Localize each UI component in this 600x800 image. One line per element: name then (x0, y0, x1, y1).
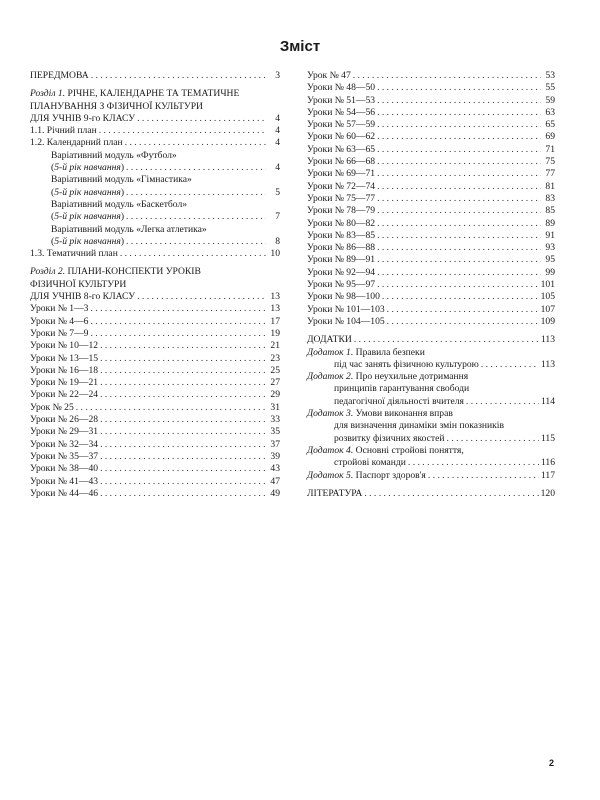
toc-label: Уроки № 48—50 (307, 82, 376, 94)
toc-module-gymnastics[interactable] (30, 174, 280, 186)
toc-section-1-line1[interactable] (30, 88, 280, 100)
toc-entry-lesson[interactable] (307, 291, 555, 303)
leader-dots (447, 433, 539, 445)
toc-page: 75 (545, 156, 555, 168)
toc-entry-lesson[interactable] (307, 107, 555, 119)
leader-dots (76, 402, 266, 414)
toc-label: Варіативний модуль «Футбол» (51, 149, 177, 161)
leader-dots (137, 113, 266, 125)
appendix-title-line: Умови виконання вправ (355, 408, 453, 420)
leader-dots (377, 205, 541, 217)
leader-dots (377, 254, 541, 266)
appendix-title-line: під час занять фізичною культурою (334, 358, 479, 370)
toc-label: Уроки № 51—53 (307, 94, 376, 106)
toc-label: Уроки № 60—62 (307, 131, 376, 143)
toc-label: Варіативний модуль «Гімнастика» (51, 174, 192, 186)
toc-entry-lesson[interactable] (30, 353, 280, 365)
leader-dots (100, 389, 266, 401)
toc-label: Уроки № 104—105 (307, 315, 385, 327)
leader-dots (466, 396, 539, 408)
toc-entry-annual-plan[interactable] (30, 125, 280, 137)
module-year: 5-й рік навчання (54, 235, 121, 247)
toc-label: Уроки № 44—46 (30, 487, 99, 499)
toc-page: 37 (270, 438, 280, 450)
toc-page: 93 (545, 242, 555, 254)
toc-module-basketball-year[interactable]: (5-й рік навчання) . . . 7 (30, 211, 280, 223)
leader-dots (377, 144, 541, 156)
toc-label: Уроки № 29—31 (30, 426, 99, 438)
leader-dots (90, 316, 266, 328)
leader-dots (99, 125, 266, 137)
leader-dots (377, 107, 541, 119)
toc-page: 21 (270, 340, 280, 352)
toc-label: Урок № 25 (30, 401, 74, 413)
section-title-line: РІЧНЕ, КАЛЕНДАРНЕ ТА ТЕМАТИЧНЕ (67, 88, 240, 100)
leader-dots (90, 303, 266, 315)
toc-entry-lesson[interactable] (307, 254, 555, 266)
leader-dots (377, 279, 539, 291)
toc-entry-thematic-plan[interactable] (30, 248, 280, 260)
leader-dots (377, 218, 541, 230)
toc-appendix-4-line2[interactable] (307, 457, 555, 469)
toc-lessons-list-right (307, 70, 555, 328)
toc-page: 4 (275, 112, 280, 124)
section-title-line: ФІЗИЧНОЇ КУЛЬТУРИ (30, 278, 127, 290)
toc-page: 27 (270, 377, 280, 389)
toc-page: 117 (540, 469, 555, 481)
toc-page: 65 (545, 119, 555, 131)
leader-dots (364, 488, 538, 500)
toc-page: 13 (270, 303, 280, 315)
toc-page: 4 (275, 137, 280, 149)
toc-label: Уроки № 1—3 (30, 303, 89, 315)
toc-page: 33 (270, 414, 280, 426)
leader-dots (377, 193, 541, 205)
toc-module-basketball[interactable] (30, 199, 280, 211)
leader-dots (481, 359, 539, 371)
toc-label: Уроки № 80—82 (307, 217, 376, 229)
leader-dots (100, 426, 266, 438)
toc-page: 13 (270, 291, 280, 303)
leader-dots (100, 488, 266, 500)
toc-appendix-2-line2 (307, 383, 555, 395)
leader-dots (126, 187, 266, 199)
toc-page: 55 (545, 82, 555, 94)
toc-label: Уроки № 78—79 (307, 205, 376, 217)
toc-page: 29 (270, 389, 280, 401)
toc-label: Уроки № 41—43 (30, 475, 99, 487)
toc-page: 71 (545, 143, 555, 155)
appendix-title-line: стройові команди (334, 457, 406, 469)
toc-section-2-line2 (30, 279, 280, 291)
leader-dots (387, 304, 539, 316)
toc-entry-lesson[interactable] (307, 242, 555, 254)
toc-entry-lesson[interactable] (307, 218, 555, 230)
leader-dots (354, 334, 539, 346)
leader-dots (377, 119, 541, 131)
leader-dots (90, 328, 266, 340)
toc-page: 10 (270, 248, 280, 260)
toc-entry-lesson[interactable] (307, 144, 555, 156)
toc-label: Уроки № 16—18 (30, 364, 99, 376)
toc-page: 4 (275, 125, 280, 137)
toc-page: 114 (540, 395, 555, 407)
appendix-title-line: розвитку фізичних якостей (334, 432, 445, 444)
toc-page: 113 (540, 358, 555, 370)
toc-label: Уроки № 19—21 (30, 377, 99, 389)
leader-dots (126, 162, 266, 174)
toc-page: 120 (540, 487, 555, 499)
toc-entry-lesson[interactable] (30, 463, 280, 475)
leader-dots (377, 267, 541, 279)
section-prefix: Розділ 1. (30, 88, 66, 100)
toc-label: Уроки № 26—28 (30, 414, 99, 426)
leader-dots (377, 230, 541, 242)
toc-page: 83 (545, 192, 555, 204)
toc-label: Уроки № 86—88 (307, 242, 376, 254)
toc-entry-lesson[interactable] (307, 304, 555, 316)
toc-page: 35 (270, 426, 280, 438)
toc-module-athletics-year[interactable]: (5-й рік навчання) . . . 8 (30, 236, 280, 248)
leader-dots (377, 156, 541, 168)
toc-appendix-2-line3[interactable] (307, 396, 555, 408)
toc-label: ЛІТЕРАТУРА (307, 487, 363, 499)
section-title-line: ДЛЯ УЧНІВ 8-го КЛАСУ (30, 291, 136, 303)
toc-label: Уроки № 35—37 (30, 450, 99, 462)
toc-page: 49 (270, 487, 280, 499)
leader-dots (353, 70, 541, 82)
toc-appendix-4-line1[interactable] (307, 445, 555, 457)
toc-entry-lesson[interactable] (30, 402, 280, 414)
toc-label: Уроки № 72—74 (307, 180, 376, 192)
toc-entry-lesson[interactable] (30, 365, 280, 377)
toc-module-football[interactable] (30, 150, 280, 162)
toc-entry-lesson[interactable] (307, 82, 555, 94)
toc-page: 31 (270, 401, 280, 413)
page-number: 2 (549, 758, 555, 768)
module-year: 5-й рік навчання (54, 162, 121, 174)
toc-label: Уроки № 69—71 (307, 168, 376, 180)
toc-entry-literature[interactable] (307, 488, 555, 500)
toc-appendix-1-line1[interactable] (307, 347, 555, 359)
toc-entry-preface[interactable] (30, 70, 280, 82)
toc-label: Варіативний модуль «Легка атлетика» (51, 223, 207, 235)
module-year: 5-й рік навчання (54, 186, 121, 198)
toc-label: Уроки № 7—9 (30, 327, 89, 339)
toc-entry-lesson[interactable] (307, 279, 555, 291)
toc-page: 23 (270, 352, 280, 364)
toc-left-column (30, 70, 280, 500)
toc-label: Уроки № 54—56 (307, 106, 376, 118)
leader-dots (377, 242, 541, 254)
toc-page: 69 (545, 131, 555, 143)
toc-entry-lesson[interactable] (30, 328, 280, 340)
leader-dots (137, 291, 266, 303)
toc-entry-lesson[interactable] (30, 316, 280, 328)
leader-dots (382, 291, 539, 303)
appendix-title-line: для визначення динаміки змін показників (334, 420, 504, 432)
toc-page: 43 (270, 463, 280, 475)
toc-label: Уроки № 89—91 (307, 254, 376, 266)
appendix-title-line: Паспорт здоров'я (355, 469, 426, 481)
toc-page: 116 (540, 457, 555, 469)
toc-label: Уроки № 22—24 (30, 389, 99, 401)
toc-page: 39 (270, 450, 280, 462)
leader-dots (428, 470, 539, 482)
toc-entry-lesson[interactable] (30, 488, 280, 500)
toc-entry-lesson[interactable] (30, 340, 280, 352)
toc-label: Уроки № 75—77 (307, 192, 376, 204)
section-prefix: Розділ 2. (30, 266, 66, 278)
toc-page: 7 (275, 211, 280, 223)
toc-entry-lesson[interactable] (30, 439, 280, 451)
toc-label: Уроки № 66—68 (307, 156, 376, 168)
toc-appendix-1-line2[interactable] (307, 359, 555, 371)
toc-label: Урок № 47 (307, 70, 351, 81)
leader-dots (126, 211, 266, 223)
toc-page: 81 (545, 180, 555, 192)
toc-entry-lesson[interactable] (30, 389, 280, 401)
toc-label: Уроки № 83—85 (307, 229, 376, 241)
toc-label: Уроки № 95—97 (307, 279, 376, 291)
toc-label: 1.2. Календарний план (30, 137, 123, 149)
toc-page: 95 (545, 254, 555, 266)
toc-entry-lesson[interactable] (30, 303, 280, 315)
appendix-title-line: Правила безпеки (355, 346, 425, 358)
toc-page: 19 (270, 327, 280, 339)
toc-label: Уроки № 92—94 (307, 266, 376, 278)
toc-entry-lesson[interactable] (307, 267, 555, 279)
toc-entry-lesson[interactable] (307, 131, 555, 143)
toc-section-2-line1[interactable] (30, 266, 280, 278)
toc-page: 107 (540, 303, 555, 315)
toc-page: 85 (545, 205, 555, 217)
toc-label: Уроки № 57—59 (307, 119, 376, 131)
leader-dots (377, 168, 541, 180)
toc-module-athletics[interactable] (30, 224, 280, 236)
toc-page: 89 (545, 217, 555, 229)
leader-dots (100, 353, 266, 365)
toc-page: 77 (545, 168, 555, 180)
section-title-line: ПЛАНУВАННЯ З ФІЗИЧНОЇ КУЛЬТУРИ (30, 100, 203, 112)
toc-lessons-list-left (30, 303, 280, 500)
toc-page: 91 (545, 229, 555, 241)
toc-module-football-year[interactable]: (5-й рік навчання) . . . 4 (30, 162, 280, 174)
toc-module-gymnastics-year[interactable]: (5-й рік навчання) . . . 5 (30, 187, 280, 199)
leader-dots (100, 439, 266, 451)
toc-label: Уроки № 63—65 (307, 143, 376, 155)
toc-appendix-2-line1[interactable] (307, 371, 555, 383)
toc-page: 59 (545, 94, 555, 106)
leader-dots (377, 82, 541, 94)
toc-entry-lesson[interactable] (307, 168, 555, 180)
toc-entry-lesson[interactable] (307, 95, 555, 107)
toc-page: 3 (275, 70, 280, 81)
toc-entry-lesson[interactable] (30, 476, 280, 488)
toc-label: 1.3. Тематичний план (30, 248, 118, 260)
toc-entry-appendices[interactable] (307, 334, 555, 346)
toc-page: 4 (275, 162, 280, 174)
leader-dots (100, 414, 266, 426)
toc-label: ДОДАТКИ (307, 334, 352, 346)
leader-dots (100, 377, 266, 389)
leader-dots (100, 476, 266, 488)
toc-section-1-line3[interactable] (30, 113, 280, 125)
leader-dots (408, 457, 539, 469)
toc-entry-lesson[interactable] (307, 70, 555, 82)
leader-dots (377, 181, 541, 193)
toc-entry-lesson[interactable] (307, 156, 555, 168)
appendix-prefix: Додаток 2. (307, 371, 354, 383)
leader-dots (91, 70, 266, 82)
toc-appendix-5[interactable] (307, 470, 555, 482)
toc-page: 25 (270, 364, 280, 376)
toc-appendix-3-line3[interactable] (307, 433, 555, 445)
toc-entry-lesson[interactable] (307, 205, 555, 217)
appendix-title-line: Про неухильне дотримання (355, 371, 469, 383)
appendix-title-line: принципів гарантування свободи (334, 383, 470, 395)
section-title-line: ПЛАНИ-КОНСПЕКТИ УРОКІВ (67, 266, 201, 278)
toc-entry-lesson[interactable] (30, 426, 280, 438)
toc-entry-lesson[interactable] (30, 377, 280, 389)
toc-page: 109 (540, 315, 555, 327)
toc-entry-lesson[interactable] (307, 316, 555, 328)
toc-label: Уроки № 98—100 (307, 291, 380, 303)
appendix-prefix: Додаток 5. (307, 469, 354, 481)
toc-appendix-3-line2 (307, 420, 555, 432)
page-title: Зміст (279, 38, 321, 55)
toc-label: Уроки № 4—6 (30, 315, 89, 327)
toc-page: 113 (540, 334, 555, 346)
toc-entry-lesson[interactable] (30, 451, 280, 463)
toc-section-2-line3[interactable] (30, 291, 280, 303)
toc-entry-lesson[interactable] (307, 193, 555, 205)
toc-entry-lesson[interactable] (307, 119, 555, 131)
toc-page: 5 (275, 186, 280, 198)
leader-dots (377, 131, 541, 143)
toc-page: 17 (270, 315, 280, 327)
toc-label: Уроки № 101—103 (307, 303, 385, 315)
toc-page: 53 (545, 70, 555, 81)
toc-page: 101 (540, 279, 555, 291)
toc-label: Уроки № 38—40 (30, 463, 99, 475)
leader-dots (125, 137, 266, 149)
toc-right-column (307, 70, 555, 500)
leader-dots (377, 95, 541, 107)
toc-appendix-3-line1[interactable] (307, 408, 555, 420)
toc-section-1-line2 (30, 101, 280, 113)
toc-entry-lesson[interactable] (30, 414, 280, 426)
appendix-prefix: Додаток 4. (307, 444, 354, 456)
toc-label: Уроки № 13—15 (30, 352, 99, 364)
toc-entry-lesson[interactable] (307, 230, 555, 242)
module-year: 5-й рік навчання (54, 211, 121, 223)
leader-dots (100, 463, 266, 475)
section-title-line: ДЛЯ УЧНІВ 9-го КЛАСУ (30, 112, 136, 124)
toc-entry-lesson[interactable] (307, 181, 555, 193)
appendix-title-line: педагогічної діяльності вчителя (334, 395, 464, 407)
appendix-prefix: Додаток 1. (307, 346, 354, 358)
toc-page: 105 (540, 291, 555, 303)
toc-entry-calendar-plan[interactable] (30, 137, 280, 149)
toc-page: 99 (545, 266, 555, 278)
toc-page: 115 (540, 432, 555, 444)
appendix-title-line: Основні стройові поняття, (355, 444, 464, 456)
toc-page: 8 (275, 235, 280, 247)
toc-label: ПЕРЕДМОВА (30, 70, 89, 81)
toc-page: 63 (545, 106, 555, 118)
leader-dots (100, 340, 266, 352)
toc-label: Уроки № 10—12 (30, 340, 99, 352)
leader-dots (100, 365, 266, 377)
leader-dots (100, 451, 266, 463)
leader-dots (126, 236, 266, 248)
toc-page: 47 (270, 475, 280, 487)
leader-dots (120, 248, 266, 260)
leader-dots (387, 316, 539, 328)
appendix-prefix: Додаток 3. (307, 408, 354, 420)
toc-label: Уроки № 32—34 (30, 438, 99, 450)
toc-label: Варіативний модуль «Баскетбол» (51, 198, 188, 210)
toc-label: 1.1. Річний план (30, 125, 97, 137)
